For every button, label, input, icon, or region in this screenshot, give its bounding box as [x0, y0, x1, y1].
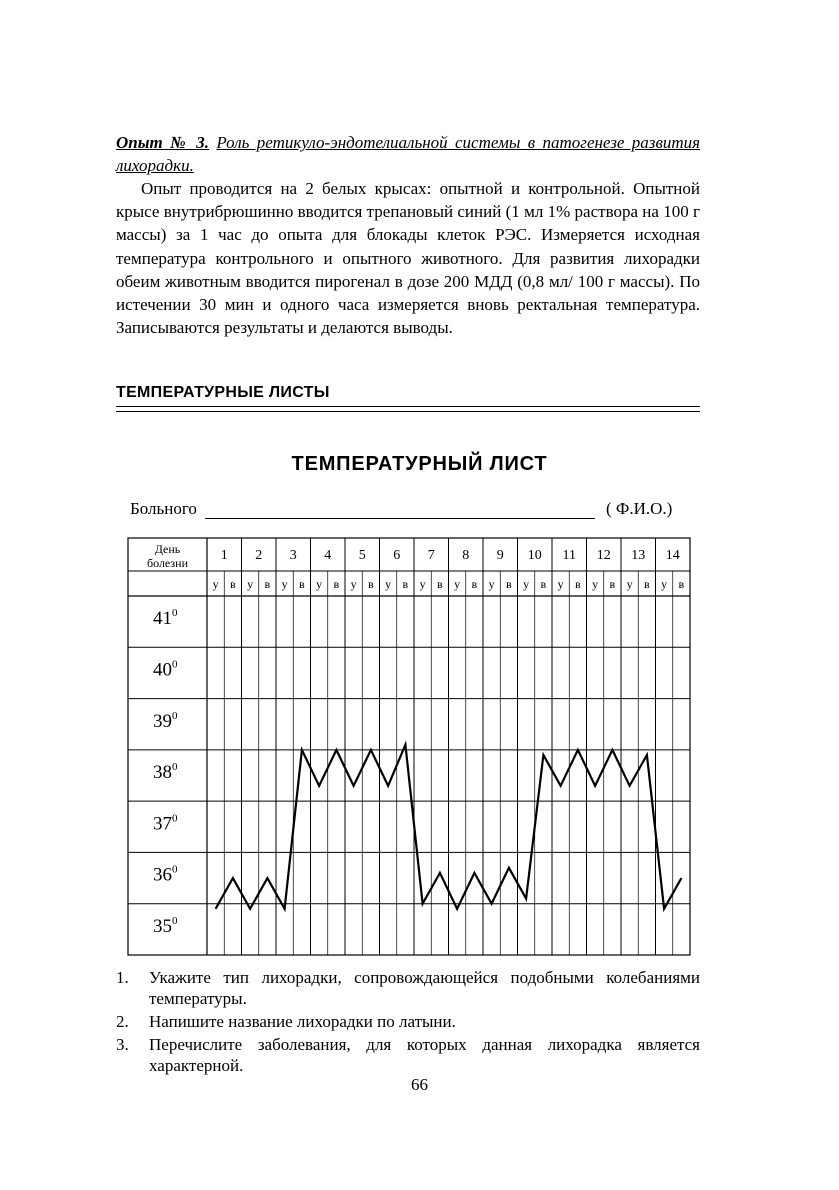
slot-label: у: [419, 577, 426, 591]
degree-superscript: 0: [172, 607, 178, 620]
degree-superscript: 0: [172, 914, 178, 927]
page-number: 66: [411, 1075, 428, 1094]
day-number-label: 9: [496, 548, 504, 563]
experiment-title: Роль ретикуло-эндотелиальной системы в патогенезе развития лихорадки.: [116, 133, 701, 175]
temperature-value: 35: [153, 915, 172, 937]
temperature-label: [153, 607, 178, 629]
slot-label: в: [506, 577, 512, 591]
slot-label: у: [316, 577, 323, 591]
question-number: 3.: [116, 1035, 129, 1054]
temperature-label: [153, 864, 178, 886]
slot-label: в: [333, 577, 340, 591]
patient-suffix: ( Ф.И.О.): [606, 499, 673, 518]
chart-frame: [128, 538, 690, 955]
day-number-label: 14: [665, 548, 680, 563]
question-number: 2.: [116, 1012, 129, 1031]
temperature-label: [153, 710, 178, 732]
slot-label: в: [402, 577, 409, 591]
slot-label: у: [523, 577, 530, 591]
experiment-body: Опыт проводится на 2 белых крысах: опытной и контрольной. Опытной крысе внутрибрюшинно вводится трепановый синий (1 мл 1% раствора на 100 г массы) за 1 час до опыта для блокады клеток РЭС. Измеряется исходная температура контрольного и опытного животного. Для развития лихорадки обеим животным вводится пирогенал в дозе 200 МДД (0,8 мл/ 100 г массы). По истечении 30 мин и одного часа измеряется вновь ректальная температура. Записываются результаты и делаются выводы.: [116, 179, 700, 338]
slot-label: у: [281, 577, 288, 591]
day-number-label: 5: [358, 548, 366, 563]
day-number-label: 12: [596, 548, 611, 563]
slot-label: у: [350, 577, 357, 591]
slot-label: в: [437, 577, 443, 591]
day-number-label: 4: [324, 548, 332, 563]
question-item: [116, 1011, 700, 1032]
slot-label: у: [454, 577, 461, 591]
day-number-label: 11: [562, 548, 576, 563]
temperature-label: [153, 812, 178, 834]
degree-superscript: 0: [172, 709, 178, 722]
slot-label: у: [247, 577, 254, 591]
section-title: ТЕМПЕРАТУРНЫЕ ЛИСТЫ: [116, 384, 330, 401]
temperature-value: 40: [153, 659, 172, 681]
slot-label: у: [212, 577, 219, 591]
slot-label: в: [299, 577, 305, 591]
slot-label: в: [609, 577, 616, 591]
slot-label: у: [626, 577, 633, 591]
question-text: Укажите тип лихорадки, сопровождающейся подобными колебаниями температуры.: [149, 968, 700, 1008]
slot-label: у: [592, 577, 599, 591]
slot-label: в: [575, 577, 581, 591]
day-number-label: 2: [255, 548, 263, 563]
temperature-value: 39: [153, 710, 172, 732]
question-number: 1.: [116, 968, 129, 987]
day-number-label: 8: [462, 548, 470, 563]
degree-superscript: 0: [172, 863, 178, 876]
temperature-label: [153, 915, 178, 937]
day-number-label: 6: [393, 548, 401, 563]
day-number-label: 10: [527, 548, 542, 563]
day-number-label: 3: [289, 548, 297, 563]
question-text: Напишите название лихорадки по латыни.: [149, 1012, 456, 1031]
temperature-value: 41: [153, 608, 172, 630]
day-number-label: 13: [631, 548, 646, 563]
question-item: [116, 1034, 700, 1076]
question-list: [116, 967, 700, 1078]
slot-label: в: [230, 577, 236, 591]
experiment-label: Опыт № 3.: [116, 133, 209, 152]
slot-label: у: [661, 577, 668, 591]
day-number-label: 1: [220, 548, 228, 563]
slot-label: в: [540, 577, 547, 591]
slot-label: в: [678, 577, 685, 591]
slot-label: в: [264, 577, 271, 591]
degree-superscript: 0: [172, 812, 178, 825]
day-number-label: 7: [427, 548, 435, 563]
header-label-day: День: [154, 542, 181, 556]
question-text: Перечислите заболевания, для которых данная лихорадка является характерной.: [149, 1035, 700, 1075]
sheet-title: ТЕМПЕРАТУРНЫЙ ЛИСТ: [291, 453, 548, 475]
slot-label: у: [488, 577, 495, 591]
header-label-illness: болезни: [147, 556, 188, 570]
slot-label: у: [557, 577, 564, 591]
question-item: [116, 967, 700, 1009]
slot-label: в: [644, 577, 650, 591]
degree-superscript: 0: [172, 761, 178, 774]
degree-superscript: 0: [172, 658, 178, 671]
temperature-label: [153, 658, 178, 680]
temperature-label: [153, 761, 178, 783]
slot-label: в: [368, 577, 374, 591]
slot-label: у: [385, 577, 392, 591]
temperature-value: 36: [153, 864, 172, 886]
slot-label: в: [471, 577, 478, 591]
patient-label: Больного: [130, 499, 197, 518]
temperature-value: 37: [153, 813, 172, 835]
temperature-value: 38: [153, 762, 172, 784]
